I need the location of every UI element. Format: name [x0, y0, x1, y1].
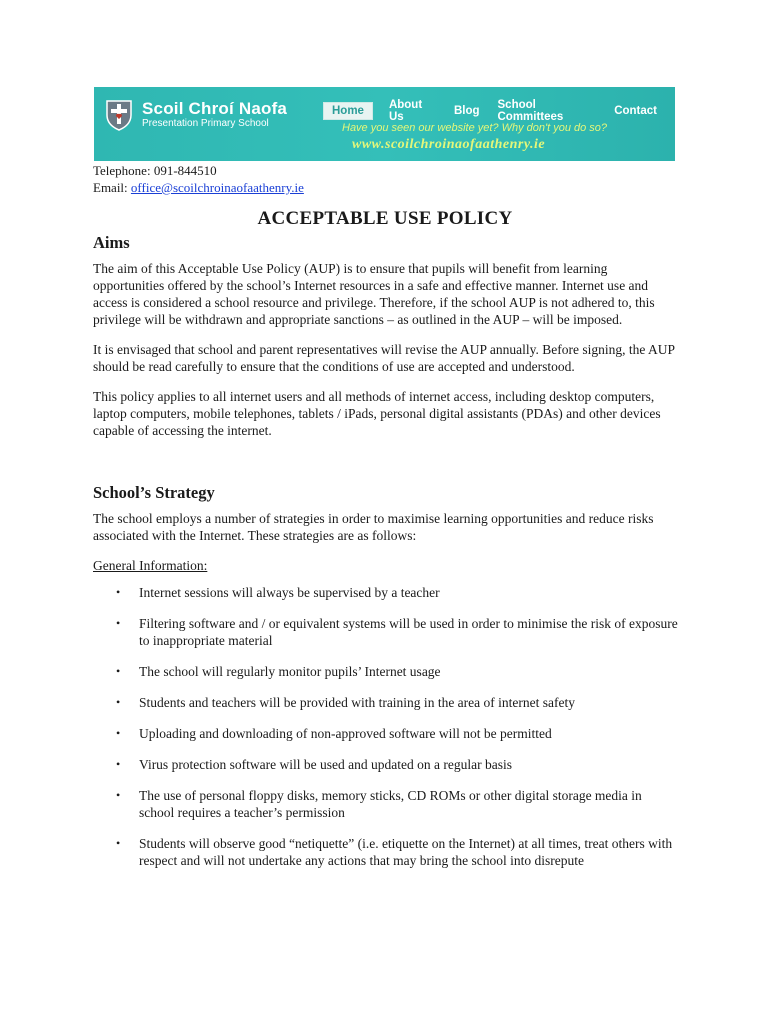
bullet-icon: •	[116, 616, 121, 630]
school-subtitle: Presentation Primary School	[142, 117, 269, 129]
bullet-icon: •	[116, 757, 121, 771]
telephone: Telephone: 091-844510	[93, 163, 217, 178]
school-name: Scoil Chroí Naofa	[142, 98, 288, 118]
strategy-list	[93, 584, 678, 869]
email-label: Email:	[93, 180, 131, 195]
bullet-icon: •	[116, 695, 121, 709]
bullet-icon: •	[116, 836, 121, 850]
school-logo[interactable]	[104, 97, 287, 131]
banner-url[interactable]: www.scoilchroinaofaathenry.ie	[352, 137, 546, 152]
contact-block	[93, 162, 304, 196]
email-line	[93, 179, 304, 196]
aims-paragraph-1: The aim of this Acceptable Use Policy (AUP) is to ensure that pupils will benefit from learning opportunities offered by the school’s Internet resources in a safe and effective manner. Internet use and access is considered a school resource and privilege. Therefore, if the school AUP is not adhered to, this privilege will be withdrawn and appropriate sanctions – as outlined in the AUP – will be imposed.	[93, 261, 655, 327]
strategy-intro: The school employs a number of strategies in order to maximise learning opportunities and reduce risks associated with the Internet. These strategies are as follows:	[93, 511, 654, 543]
banner-tagline: Have you seen our website yet? Why don't you do so?	[342, 122, 608, 134]
bullet-icon: •	[116, 726, 121, 740]
bullet-icon: •	[116, 585, 121, 599]
list-item: • Virus protection software will be used and updated on a regular basis	[116, 757, 512, 772]
school-banner	[94, 87, 675, 161]
crest-icon	[104, 97, 134, 131]
site-nav	[323, 97, 675, 125]
nav-home[interactable]: Home	[323, 102, 373, 120]
list-item: • Filtering software and / or equivalent systems will be used in order to minimise the risk of exposure to inappropriate material	[116, 616, 678, 648]
list-item: • The use of personal floppy disks, memory sticks, CD ROMs or other digital storage media in school requires a teacher’s permission	[116, 788, 642, 820]
aims-heading: Aims	[93, 233, 130, 252]
aims-paragraph-2: It is envisaged that school and parent representatives will revise the AUP annually. Before signing, the AUP should be read carefully to ensure that the conditions of use are accepted and understood.	[93, 342, 675, 374]
aims-paragraph-3: This policy applies to all internet users and all methods of internet access, including desktop computers, laptop computers, mobile telephones, tablets / iPads, personal digital assistants (PDAs) and other devices capable of accessing the internet.	[93, 389, 661, 438]
bullet-icon: •	[116, 664, 121, 678]
nav-about-us[interactable]: About Us	[388, 99, 423, 123]
list-item: • Uploading and downloading of non-approved software will not be permitted	[116, 726, 552, 741]
nav-blog[interactable]: Blog	[453, 105, 480, 117]
list-item: • The school will regularly monitor pupils’ Internet usage	[116, 664, 441, 679]
general-information-subheading: General Information:	[93, 558, 208, 573]
email-link[interactable]: office@scoilchroinaofaathenry.ie	[130, 180, 304, 195]
list-item: • Students and teachers will be provided with training in the area of internet safety	[116, 695, 575, 710]
document-body	[93, 231, 678, 883]
strategy-heading: School’s Strategy	[93, 483, 215, 502]
bullet-icon: •	[116, 788, 121, 802]
nav-school-committees[interactable]: School Committees	[497, 99, 564, 123]
nav-contact[interactable]: Contact	[614, 105, 657, 117]
list-item: • Internet sessions will always be supervised by a teacher	[116, 585, 440, 600]
page-title: ACCEPTABLE USE POLICY	[257, 208, 513, 229]
list-item: • Students will observe good “netiquette” (i.e. etiquette on the Internet) at all times, treat others with respect and will not undertake any actions that may bring the school into disrepute	[116, 836, 673, 868]
